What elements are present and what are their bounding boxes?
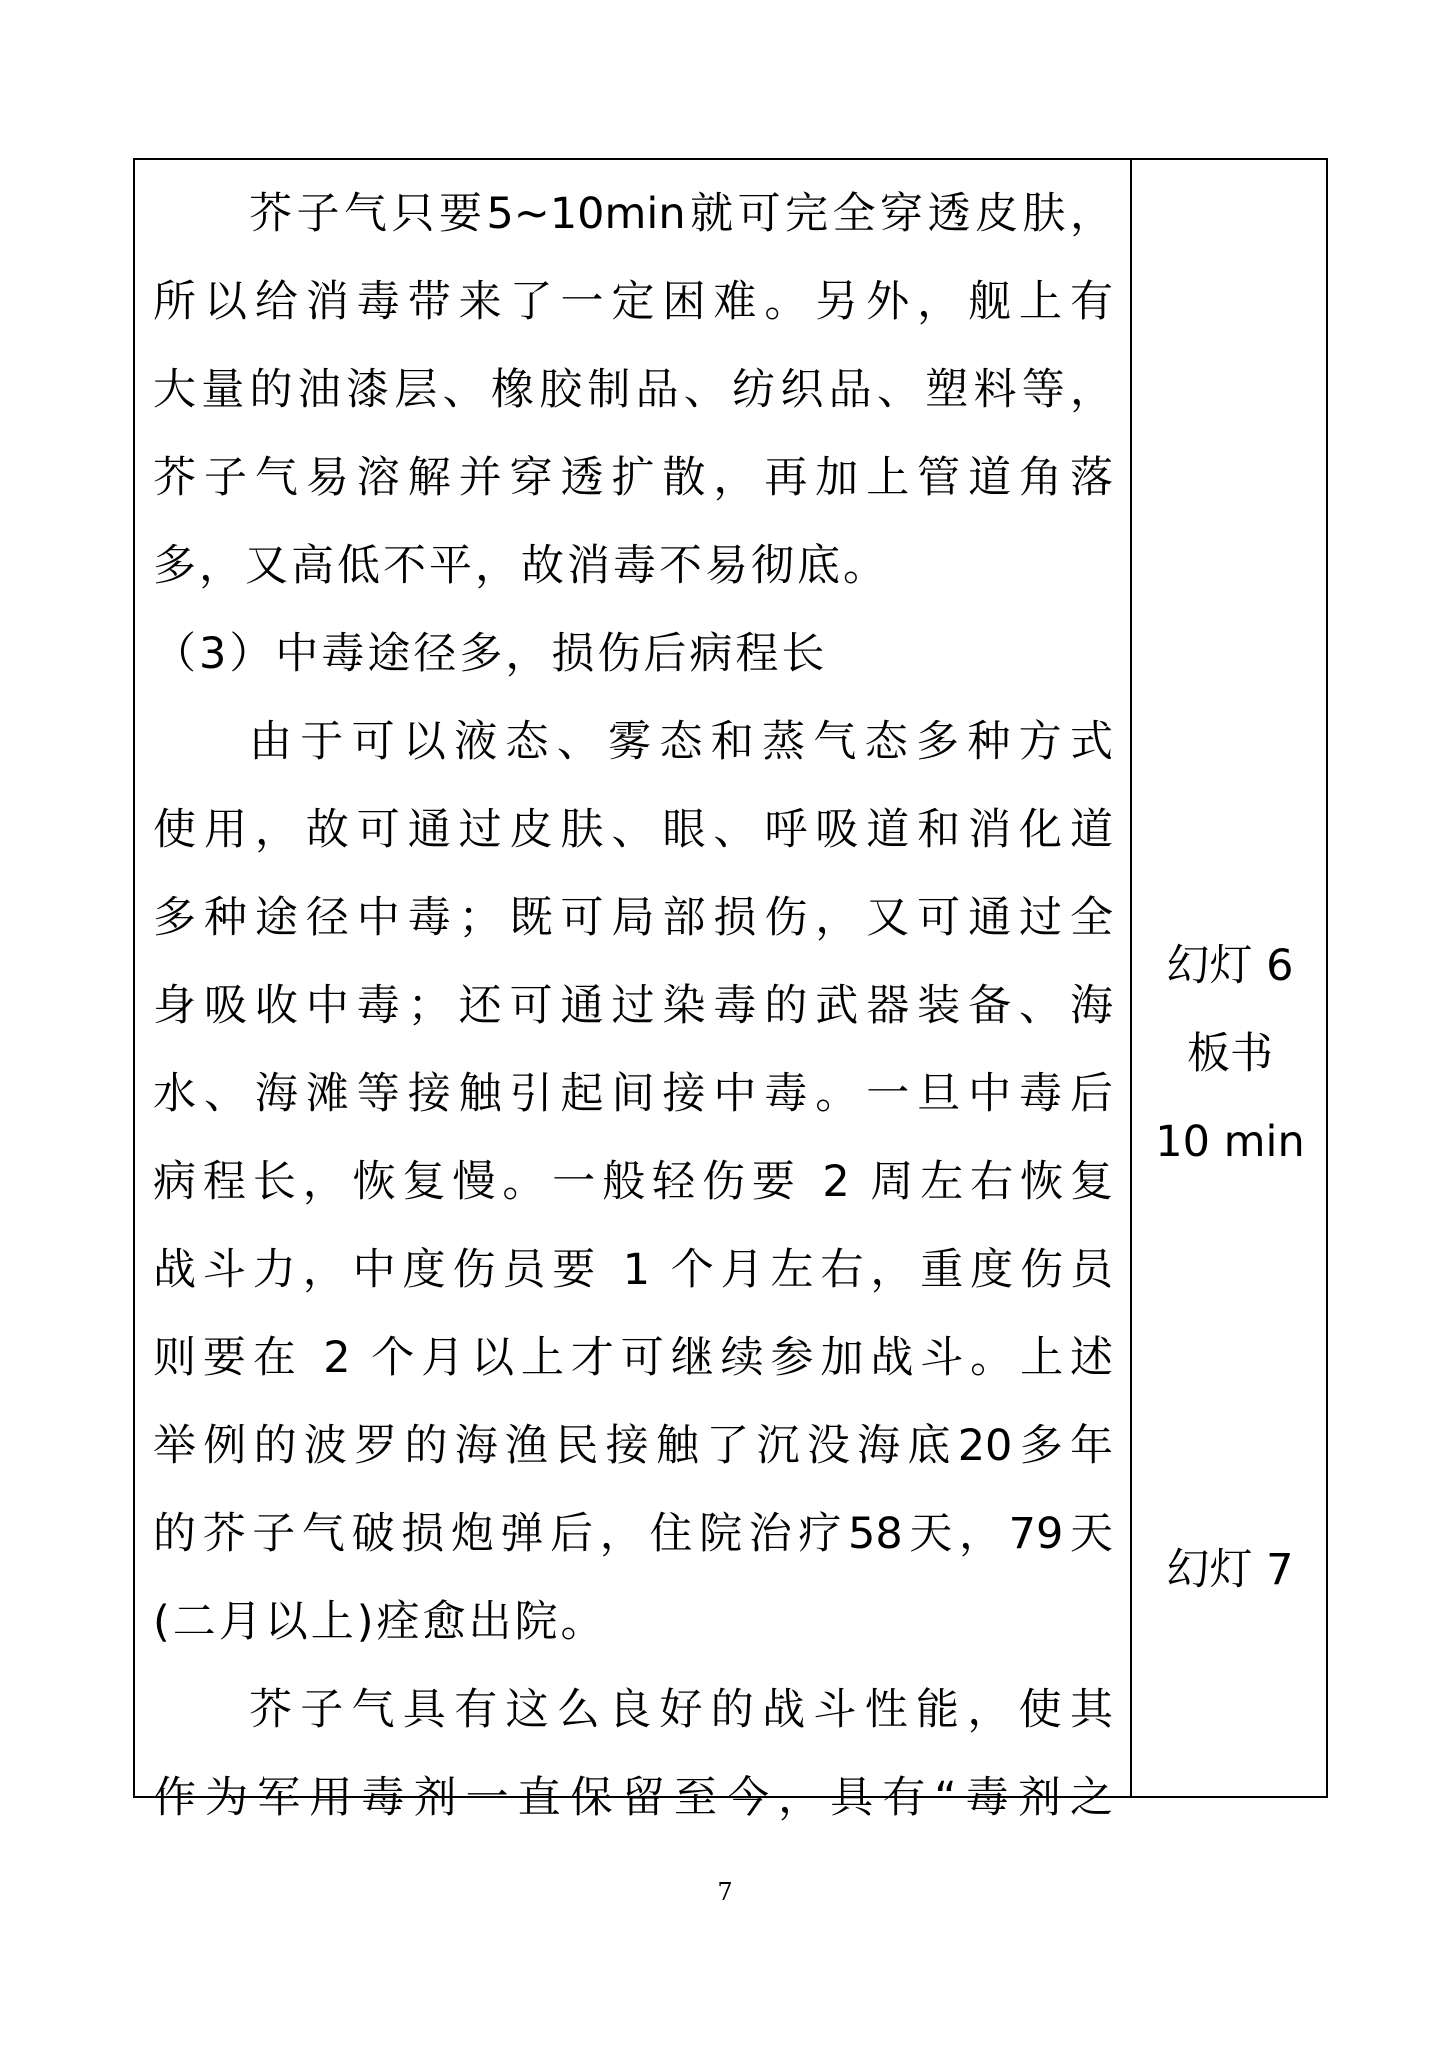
text-line: 作为军用毒剂一直保留至今，具有“毒剂之 xyxy=(153,1773,1113,1823)
content-cell xyxy=(153,170,1113,1842)
text-line: 芥子气具有这么良好的战斗性能，使其 xyxy=(249,1685,1113,1735)
text-line: (二月以上)痊愈出院。 xyxy=(153,1597,607,1647)
text-line: 举例的波罗的海渔民接触了沉没海底20多年 xyxy=(153,1421,1113,1471)
text-line: 多，又高低不平，故消毒不易彻底。 xyxy=(153,541,889,591)
text-line: 使用，故可通过皮肤、眼、呼吸道和消化道 xyxy=(153,805,1113,855)
text-line: 的芥子气破损炮弹后，住院治疗58天，79天 xyxy=(153,1509,1113,1559)
text-line: 多种途径中毒；既可局部损伤，又可通过全 xyxy=(153,893,1113,943)
text-line: 所以给消毒带来了一定困难。另外，舰上有 xyxy=(153,277,1113,327)
text-line: 芥子气只要5~10min就可完全穿透皮肤， xyxy=(249,189,1113,239)
text-line: 大量的油漆层、橡胶制品、纺织品、塑料等， xyxy=(153,365,1113,415)
notes-group-slide-7 xyxy=(1132,1526,1328,1614)
text-line: 芥子气易溶解并穿透扩散，再加上管道角落 xyxy=(153,453,1113,503)
lesson-plan-table xyxy=(133,158,1328,1823)
text-line: 病程长，恢复慢。一般轻伤要 2 周左右恢复 xyxy=(153,1157,1113,1207)
page-number: 7 xyxy=(717,1878,733,1906)
slide-note: 幻灯 6 xyxy=(1166,941,1294,991)
blackboard-note: 板书 xyxy=(1187,1029,1273,1079)
text-line: 由于可以液态、雾态和蒸气态多种方式 xyxy=(249,717,1113,767)
duration-note: 10 min xyxy=(1155,1117,1305,1167)
section-heading: （3）中毒途径多，损伤后病程长 xyxy=(153,629,828,679)
text-line: 则要在 2 个月以上才可继续参加战斗。上述 xyxy=(153,1333,1113,1383)
text-line: 战斗力，中度伤员要 1 个月左右，重度伤员 xyxy=(153,1245,1113,1295)
text-line: 水、海滩等接触引起间接中毒。一旦中毒后 xyxy=(153,1069,1113,1119)
text-line: 身吸收中毒；还可通过染毒的武器装备、海 xyxy=(153,981,1113,1031)
slide-note: 幻灯 7 xyxy=(1166,1545,1294,1595)
notes-group-slide-6 xyxy=(1132,922,1328,1186)
